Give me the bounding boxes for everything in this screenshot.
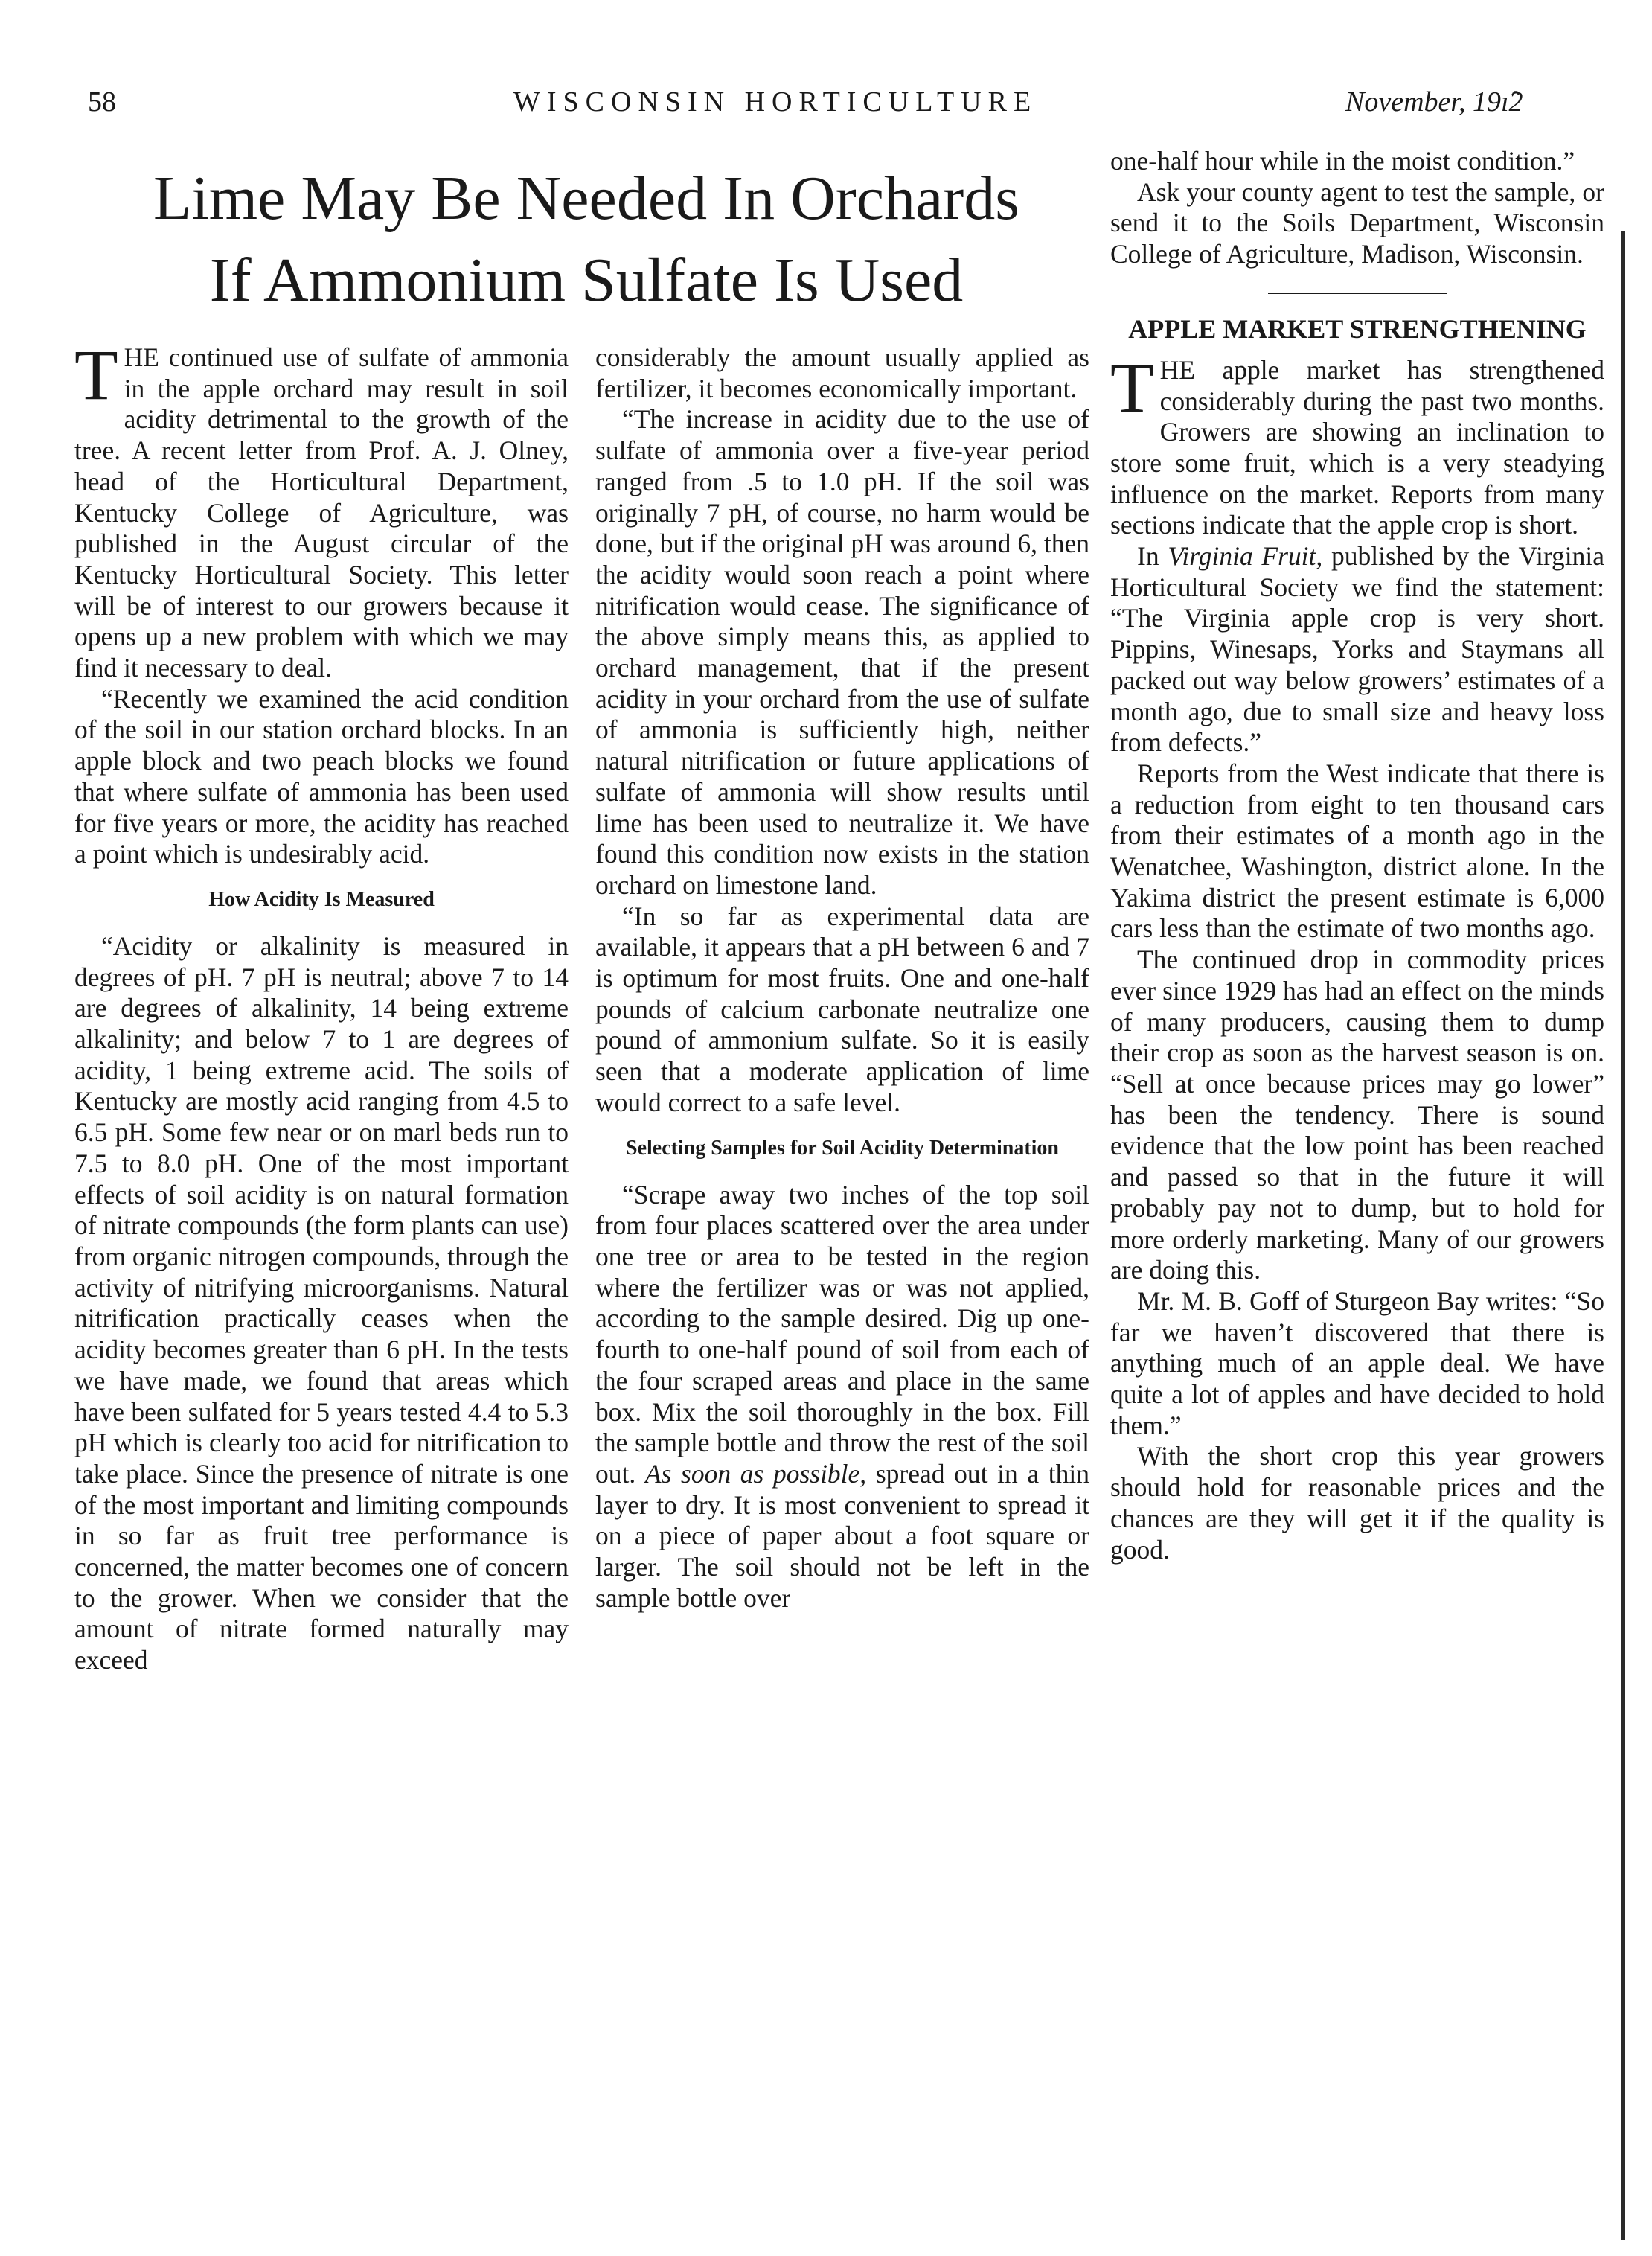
drop-cap: T [74, 335, 118, 415]
paragraph-scrape-text-end: spread out in a thin layer to dry. It is most convenient to spread it on a piece of paper about a foot square or larger. The soil should not be left in the sample bottle over [595, 1458, 1089, 1613]
subhead-acidity-measured: How Acidity Is Measured [208, 887, 435, 911]
article-title [88, 158, 1085, 322]
magazine-name: WISCONSIN HORTICULTURE [513, 86, 1038, 118]
drop-cap-2: T [1110, 347, 1154, 427]
paragraph-scrape [595, 1180, 1089, 1614]
paragraph-continued: considerably the amount usually applied as fertilizer, it becomes economically important. [595, 342, 1089, 403]
section-divider [1268, 293, 1447, 294]
emphasis-as-soon: As soon as possible, [644, 1458, 867, 1489]
paragraph-market-text: HE apple market has strengthened considerably during the past two months. Growers are showing an inclination to store some fruit, which is a very steadying influence on the market. Reports from many sections indicate that the apple crop is short. [1110, 354, 1604, 540]
paragraph-goff: Mr. M. B. Goff of Sturgeon Bay writes: “So far we haven’t discovered that there is anything much of an apple deal. We have quite a lot of apples and have decided to hold them.” [1110, 1285, 1604, 1440]
column-1 [74, 335, 569, 1676]
paragraph-west: Reports from the West indicate that there is a reduction from eight to ten thousand cars from their estimates of a month ago in the Wenatchee, Washington, district alone. In the Yakima district the present estimate is 6,000 cars less than the estimate of two months ago. [1110, 758, 1604, 944]
paragraph-county-agent: Ask your county agent to test the sample, or send it to the Soils Department, Wisconsin College of Agriculture, Madison, Wisconsin. [1110, 176, 1604, 269]
article-2-title: APPLE MARKET STRENGTHENING [1128, 313, 1587, 344]
subhead-selecting-samples: Selecting Samples for Soil Acidity Determination [626, 1136, 1059, 1160]
publication-name: Virginia Fruit, [1168, 541, 1323, 572]
column-2 [595, 342, 1089, 1614]
paragraph-virginia-text: published by the Virginia Horticultural Society we find the statement: “The Virginia apple crop is very short. Pippins, Winesaps, Yorks and Staymans all packed out way below growers’ estimates of a month ago, due to small size and heavy loss from defects.” [1110, 541, 1604, 758]
column-3 [1110, 146, 1604, 1565]
paragraph-moist: one-half hour while in the moist condition.” [1110, 146, 1575, 176]
paragraph-virginia [1110, 541, 1604, 758]
paragraph-market [1110, 347, 1604, 541]
paragraph-recently: “Recently we examined the acid condition of the soil in our station orchard blocks. In an apple block and two peach blocks we found that where sulfate of ammonia has been used for five years or more, the acidity has reached a point which is undesirably acid. [74, 683, 569, 869]
paragraph-virginia-start: In [1137, 541, 1168, 572]
paragraph-intro-text: HE continued use of sulfate of ammonia in the apple orchard may result in soil acidity detrimental to the growth of the tree. A recent letter from Prof. A. J. Olney, head of the Horticultural Department, Kentucky College of Agriculture, was published in the August circular of the Kentucky Horticultural Society. This letter will be of interest to our growers because it opens up a new problem with which we may find it necessary to deal. [74, 342, 569, 683]
paragraph-scrape-text: “Scrape away two inches of the top soil from four places scattered over the area under one tree or area to be tested in the region where the fertilizer was or was not applied, according to the sample desired. Dig up one-fourth to one-half pound of soil from each of the four scraped areas and place in the same box. Mix the soil thoroughly in the box. Fill the sample bottle and throw the rest of the soil out. [595, 1179, 1089, 1489]
page-edge-shadow [1621, 231, 1625, 2240]
article-title-line-2: If Ammonium Sulfate Is Used [209, 246, 964, 315]
page-number: 58 [88, 86, 116, 118]
paragraph-short-crop: With the short crop this year growers should hold for reasonable prices and the chances are they will get it if the quality is good. [1110, 1441, 1604, 1565]
issue-date: November, 19ı̂2 [1345, 86, 1523, 118]
paragraph-increase: “The increase in acidity due to the use of sulfate of ammonia over a five-year period ranged from .5 to 1.0 pH. If the soil was originally 7 pH, of course, no harm would be done, but if the original pH was around 6, then the acidity would soon reach a point where nitrification would cease. The significance of the above simply means this, as applied to orchard management, that if the present acidity in your orchard from the use of sulfate of ammonia is sufficiently high, neither natural nitrification or future applications of sulfate of ammonia will show results until lime has been used to neutralize it. We have found this condition now exists in the station orchard on limestone land. [595, 404, 1089, 900]
paragraph-intro [74, 335, 569, 684]
paragraph-acidity: “Acidity or alkalinity is measured in degrees of pH. 7 pH is neutral; above 7 to 14 are degrees of alkalinity, 14 being extreme alkalinity; and below 7 to 1 are degrees of acidity, 1 being extreme acid. The soils of Kentucky are mostly acid ranging from 4.5 to 6.5 pH. Some few near or on marl beds run to 7.5 to 8.0 pH. One of the most important effects of soil acidity is on natural formation of nitrate compounds (the form plants can use) from organic nitrogen compounds, through the activity of nitrifying microorganisms. Natural nitrification practically ceases when the acidity becomes greater than 6 pH. In the tests we have made, we found that areas which have been sulfated for 5 years tested 4.4 to 5.3 pH which is clearly too acid for nitrification to take place. Since the presence of nitrate is one of the most important and limiting compounds in so far as fruit tree performance is concerned, the matter becomes one of concern to the grower. When we consider that the amount of nitrate formed naturally may exceed [74, 930, 569, 1675]
paragraph-prices: The continued drop in commodity prices ever since 1929 has had an effect on the minds of many producers, causing them to dump their crop as soon as the harvest season is on. “Sell at once because prices may go lower” has been the tendency. There is sound evidence that the low point has been reached and passed so that in the future it will probably pay not to dump, but to hold for more orderly marketing. Many of our growers are doing this. [1110, 945, 1604, 1285]
paragraph-experimental: “In so far as experimental data are available, it appears that a pH between 6 and 7 is optimum for most fruits. One and one-half pounds of calcium carbonate neutralize one pound of ammonium sulfate. So it is easily seen that a moderate application of lime would correct to a safe level. [595, 901, 1089, 1117]
article-title-line-1: Lime May Be Needed In Orchards [153, 164, 1019, 233]
